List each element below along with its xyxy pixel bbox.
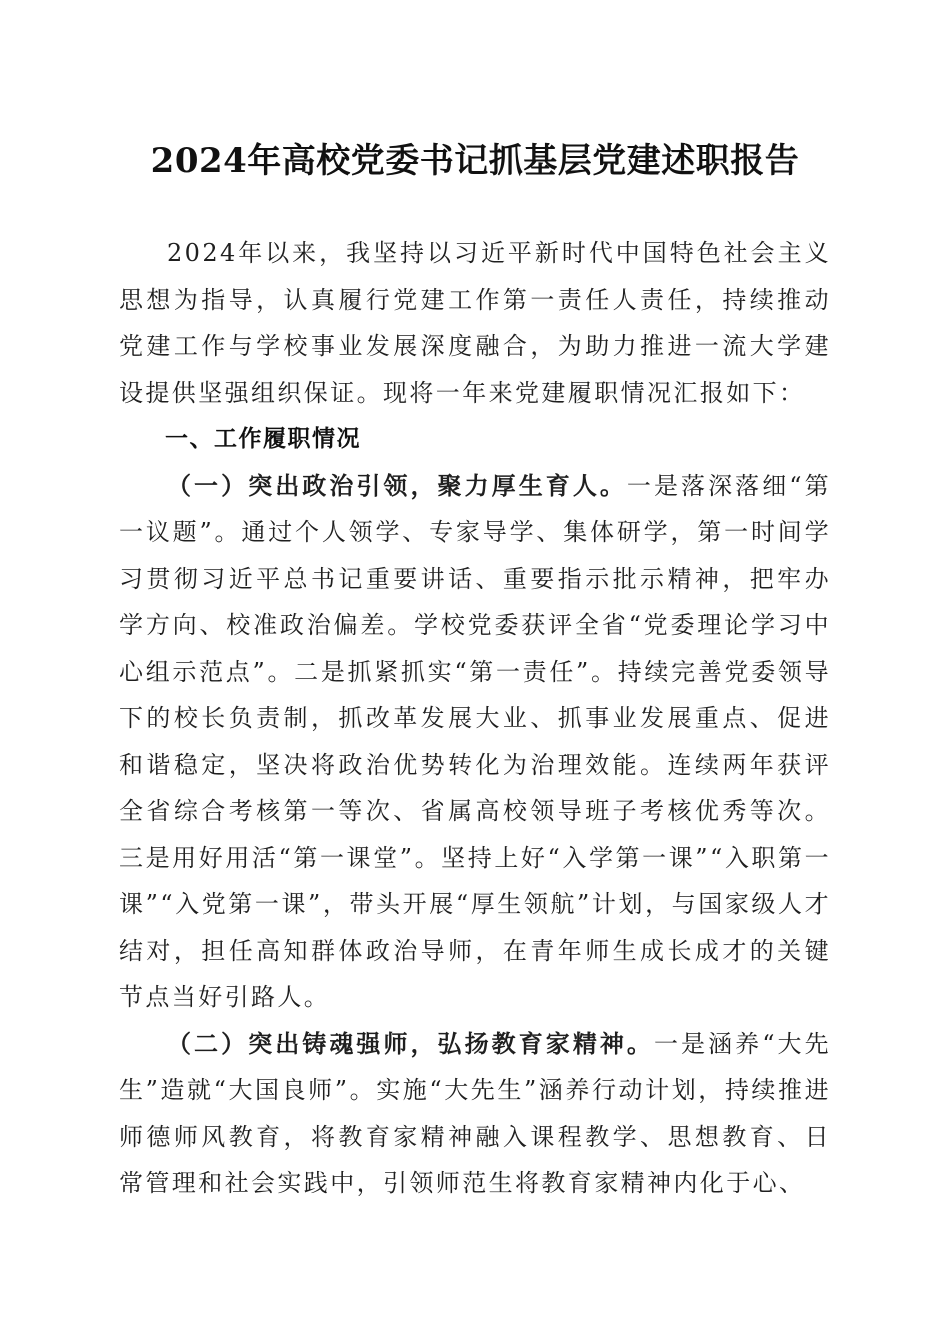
document-title: 2024年高校党委书记抓基层党建述职报告 — [150, 141, 800, 181]
subsection-teacher-building — [119, 1021, 831, 1207]
subsection-political-leadership-text: 一是落深落细“第一议题”。通过个人领学、专家导学、集体研学，第一时间学习贯彻习近平总书记重要讲话、重要指示批示精神，把牢办学方向、校准政治偏差。学校党委获评全省“党委理论学习中心组示范点”。二是抓紧抓实“第一责任”。持续完善党委领导下的校长负责制，抓改革发展大业、抓事业发展重点、促进和谐稳定，坚决将政治优势转化为治理效能。连续两年获评全省综合考核第一等次、省属高校领导班子考核优秀等次。三是用好用活“第一课堂”。坚持上好“入学第一课”“入职第一课”“入党第一课”，带头开展“厚生领航”计划，与国家级人才结对，担任高知群体政治导师，在青年师生成长成才的关键节点当好引路人。 — [119, 471, 831, 1011]
subsection-teacher-building-lead: （二）突出铸魂强师，弘扬教育家精神。 — [167, 1028, 654, 1058]
intro-paragraph: 2024年以来，我坚持以习近平新时代中国特色社会主义思想为指导，认真履行党建工作第一责任人责任，持续推动党建工作与学校事业发展深度融合，为助力推进一流大学建设提供坚强组织保证。现将一年来党建履职情况汇报如下： — [119, 239, 831, 407]
subsection-political-leadership — [119, 463, 831, 1021]
document-body — [119, 230, 831, 1207]
section-heading-work-performance: 一、工作履职情况 — [165, 426, 361, 452]
subsection-teacher-building-text: 一是涵养“大先生”造就“大国良师”。实施“大先生”涵养行动计划，持续推进师德师风教育，将教育家精神融入课程教学、思想教育、日常管理和社会实践中，引领师范生将教育家精神内化于心、 — [119, 1029, 831, 1197]
subsection-political-leadership-lead: （一）突出政治引领，聚力厚生育人。 — [167, 470, 627, 500]
